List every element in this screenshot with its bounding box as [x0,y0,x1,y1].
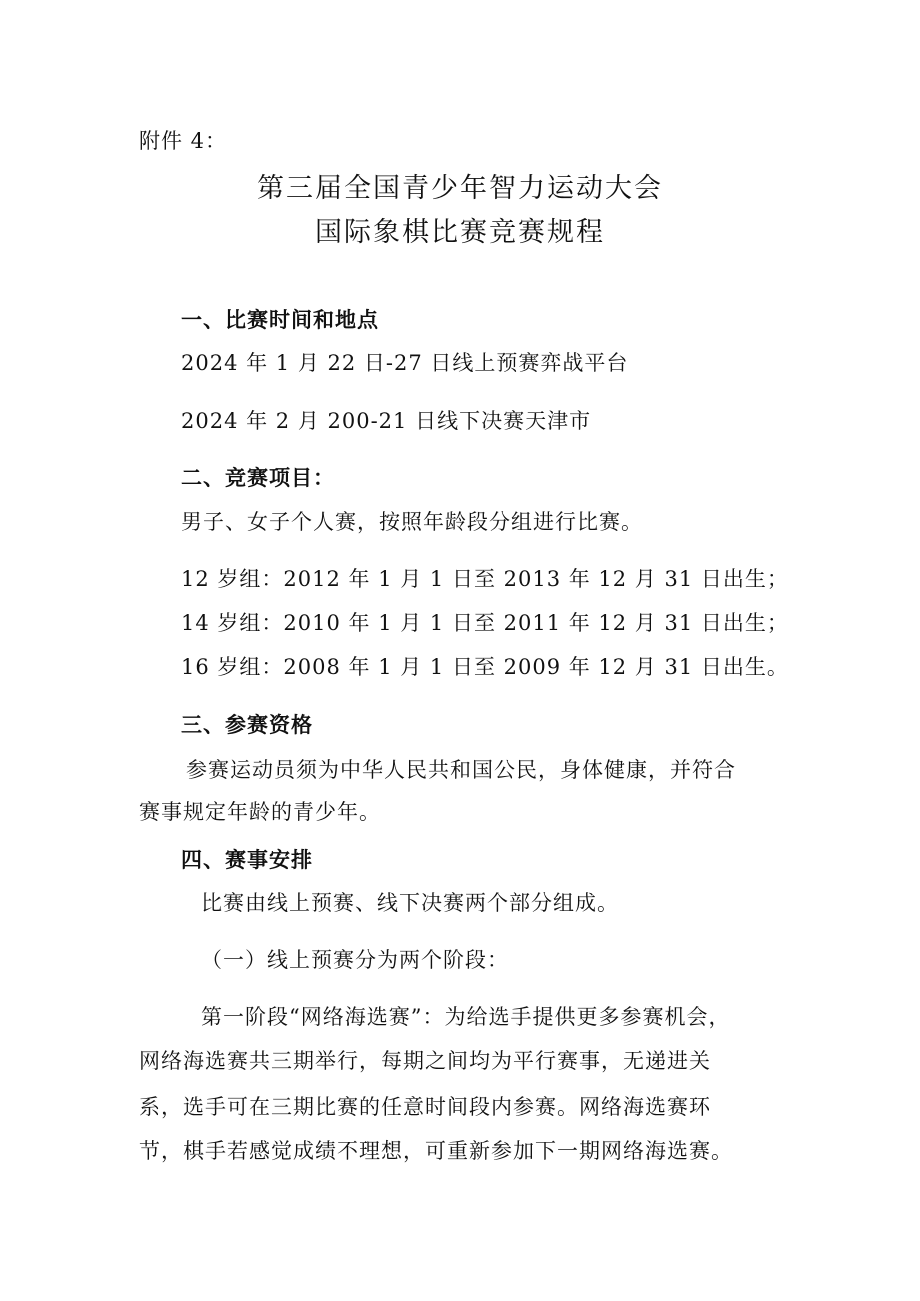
age-group-line: 12 岁组：2012 年 1 月 1 日至 2013 年 12 月 31 日出生； [181,567,789,591]
section-heading-time-place: 一、比赛时间和地点 [181,307,379,332]
eligibility-line: 赛事规定年龄的青少年。 [139,800,381,824]
time-place-line: 2024 年 2 月 200-21 日线下决赛天津市 [181,409,592,433]
section-heading-arrangement: 四、赛事安排 [181,847,313,872]
age-group-line: 14 岁组：2010 年 1 月 1 日至 2011 年 12 月 31 日出生； [181,611,789,635]
arrangement-sub-heading: （一）线上预赛分为两个阶段： [201,948,509,972]
arrangement-paragraph-line: 第一阶段“网络海选赛”：为给选手提供更多参赛机会， [201,1005,731,1029]
age-group-line: 16 岁组：2008 年 1 月 1 日至 2009 年 12 月 31 日出生。 [181,655,789,679]
arrangement-intro: 比赛由线上预赛、线下决赛两个部分组成。 [201,891,619,915]
eligibility-line: 参赛运动员须为中华人民共和国公民，身体健康，并符合 [186,758,736,782]
arrangement-paragraph-line: 网络海选赛共三期举行，每期之间均为平行赛事，无递进关 [139,1049,711,1073]
section-heading-events: 二、竞赛项目： [181,465,335,490]
document-title-line-2: 国际象棋比赛竞赛规程 [315,217,605,248]
arrangement-paragraph-line: 系，选手可在三期比赛的任意时间段内参赛。网络海选赛环 [139,1095,711,1119]
section-heading-eligibility: 三、参赛资格 [181,712,313,737]
time-place-line: 2024 年 1 月 22 日-27 日线上预赛弈战平台 [181,351,629,375]
events-intro: 男子、女子个人赛，按照年龄段分组进行比赛。 [181,510,643,534]
document-title-line-1: 第三届全国青少年智力运动大会 [257,173,663,204]
attachment-label: 附件 4： [139,129,228,153]
arrangement-paragraph-line: 节，棋手若感觉成绩不理想，可重新参加下一期网络海选赛。 [139,1139,733,1163]
